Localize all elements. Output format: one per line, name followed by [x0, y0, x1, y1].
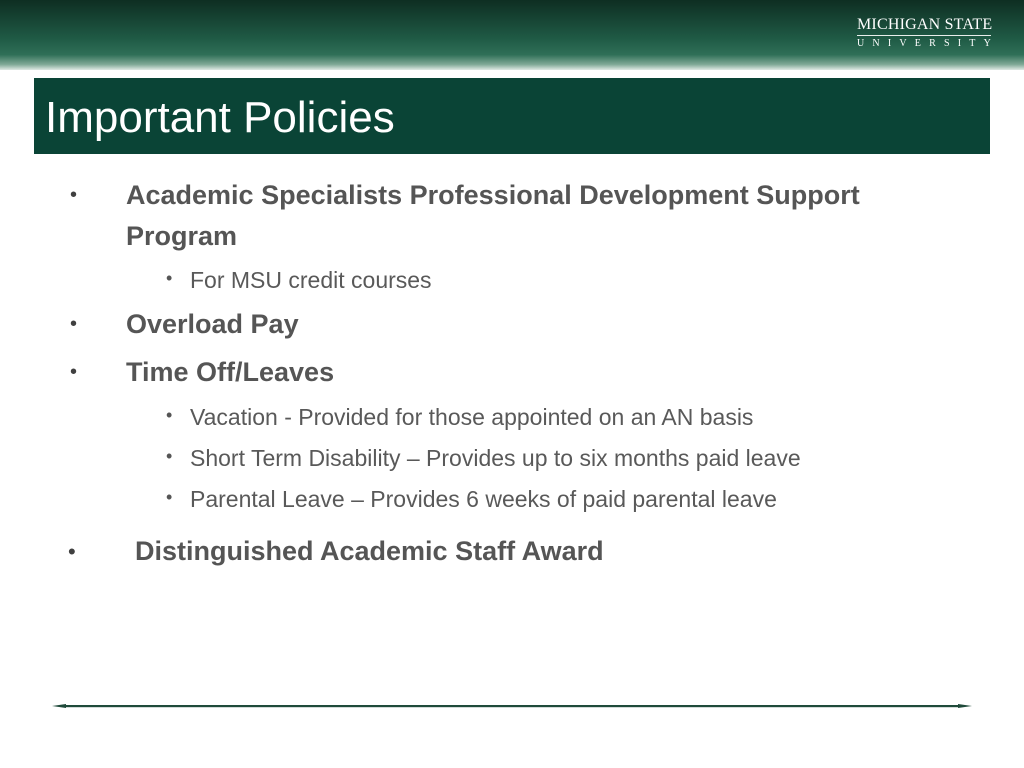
bullet-2-line1: Overload Pay	[126, 309, 299, 339]
bullet-icon: •	[70, 184, 78, 206]
logo-text-line2: UNIVERSITY	[857, 38, 999, 49]
bullet-4-line1: Distinguished Academic Staff Award	[135, 536, 604, 566]
bottom-divider	[52, 704, 972, 708]
left-arrowhead	[52, 704, 66, 708]
slide-title: Important Policies	[45, 93, 395, 142]
right-arrowhead	[958, 704, 972, 708]
sub-bullet-3-1: Vacation - Provided for those appointed on an AN basis	[190, 404, 754, 430]
sub-bullet-icon: •	[166, 487, 173, 507]
logo-text-line1: MICHIGAN STATE	[857, 16, 993, 33]
sub-bullet-3-3: Parental Leave – Provides 6 weeks of paid parental leave	[190, 486, 777, 512]
sub-bullet-3-2: Short Term Disability – Provides up to six months paid leave	[190, 445, 801, 471]
bullet-1-line1: Academic Specialists Professional Development Support	[126, 180, 860, 210]
bullet-3-line1: Time Off/Leaves	[126, 357, 335, 387]
sub-bullet-icon: •	[166, 446, 173, 466]
bullet-icon: •	[70, 361, 78, 383]
bullet-icon: •	[70, 313, 78, 335]
sub-bullet-icon: •	[166, 268, 173, 288]
sub-bullet-1-1: For MSU credit courses	[190, 267, 432, 293]
sub-bullet-icon: •	[166, 405, 173, 425]
divider-line	[66, 705, 958, 707]
bullet-1-line2: Program	[126, 221, 238, 251]
bullet-icon: •	[68, 539, 76, 564]
